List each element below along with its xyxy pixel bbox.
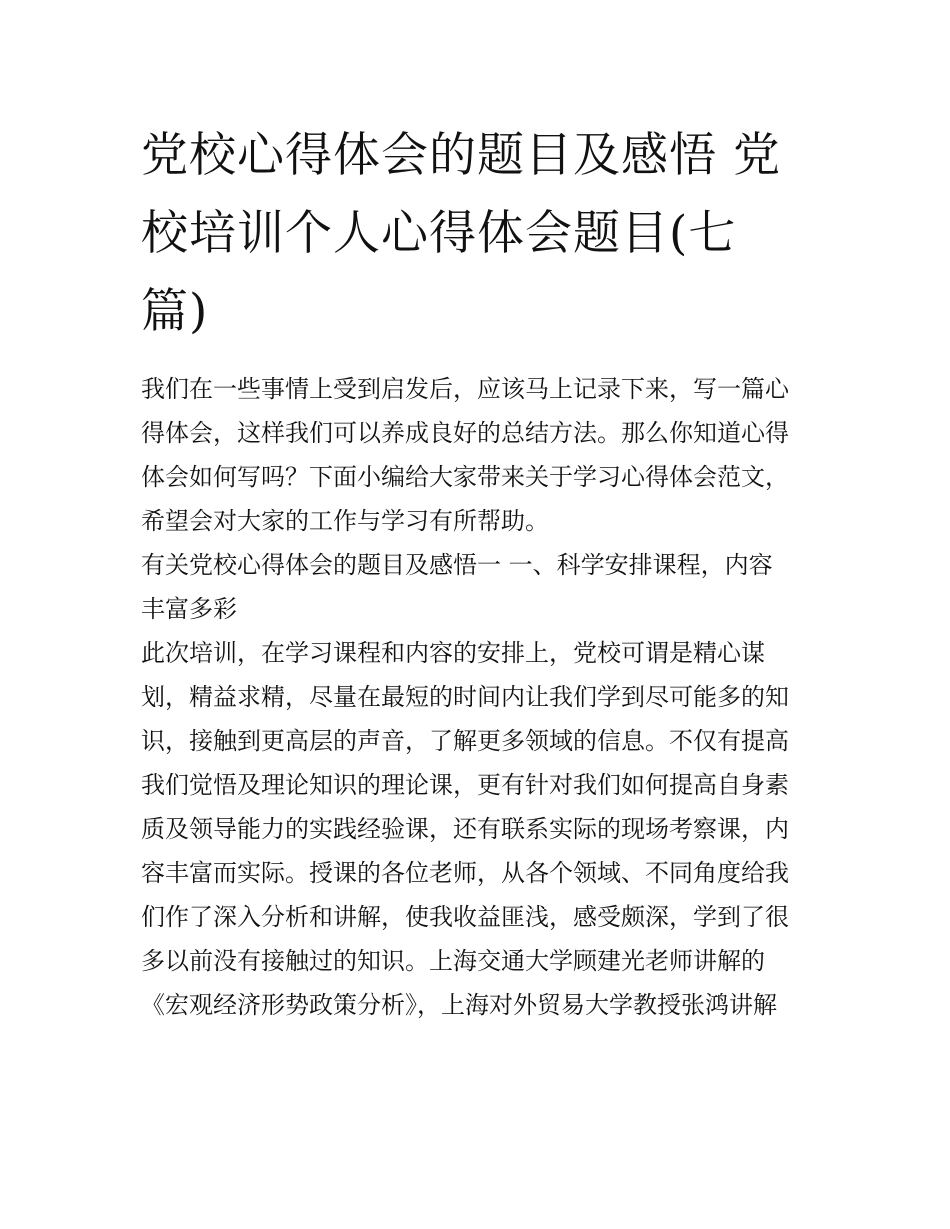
text-line: 希望会对大家的工作与学习有所帮助。: [141, 507, 549, 535]
body-paragraph: [141, 631, 813, 1027]
text-line: 们作了深入分析和讲解，使我收益匪浅，感受颇深，学到了很: [141, 903, 789, 931]
document-title: [141, 117, 813, 351]
text-line: 多以前没有接触过的知识。上海交通大学顾建光老师讲解的: [141, 947, 765, 975]
text-line: 得体会，这样我们可以养成良好的总结方法。那么你知道心得: [141, 419, 789, 447]
text-line: 体会如何写吗？下面小编给大家带来关于学习心得体会范文，: [141, 463, 789, 491]
text-line: 丰富多彩: [141, 595, 237, 623]
text-line: 容丰富而实际。授课的各位老师，从各个领域、不同角度给我: [141, 859, 789, 887]
text-line: 划，精益求精，尽量在最短的时间内让我们学到尽可能多的知: [141, 683, 789, 711]
section-heading-paragraph: [141, 543, 813, 631]
document-content: [141, 117, 813, 1027]
text-line: 质及领导能力的实践经验课，还有联系实际的现场考察课，内: [141, 815, 789, 843]
intro-paragraph: [141, 367, 813, 543]
text-line: 此次培训，在学习课程和内容的安排上，党校可谓是精心谋: [141, 639, 765, 667]
text-line: 我们在一些事情上受到启发后，应该马上记录下来，写一篇心: [141, 375, 789, 403]
title-line: 篇): [141, 284, 209, 339]
text-line: 识，接触到更高层的声音，了解更多领域的信息。不仅有提高: [141, 727, 789, 755]
text-line: 我们觉悟及理论知识的理论课，更有针对我们如何提高自身素: [141, 771, 789, 799]
text-line: 《宏观经济形势政策分析》，上海对外贸易大学教授张鸿讲解: [141, 991, 777, 1019]
title-line: 校培训个人心得体会题目(七: [141, 206, 737, 261]
text-line: 有关党校心得体会的题目及感悟一 一、科学安排课程，内容: [141, 551, 773, 579]
title-line: 党校心得体会的题目及感悟 党: [141, 128, 781, 183]
